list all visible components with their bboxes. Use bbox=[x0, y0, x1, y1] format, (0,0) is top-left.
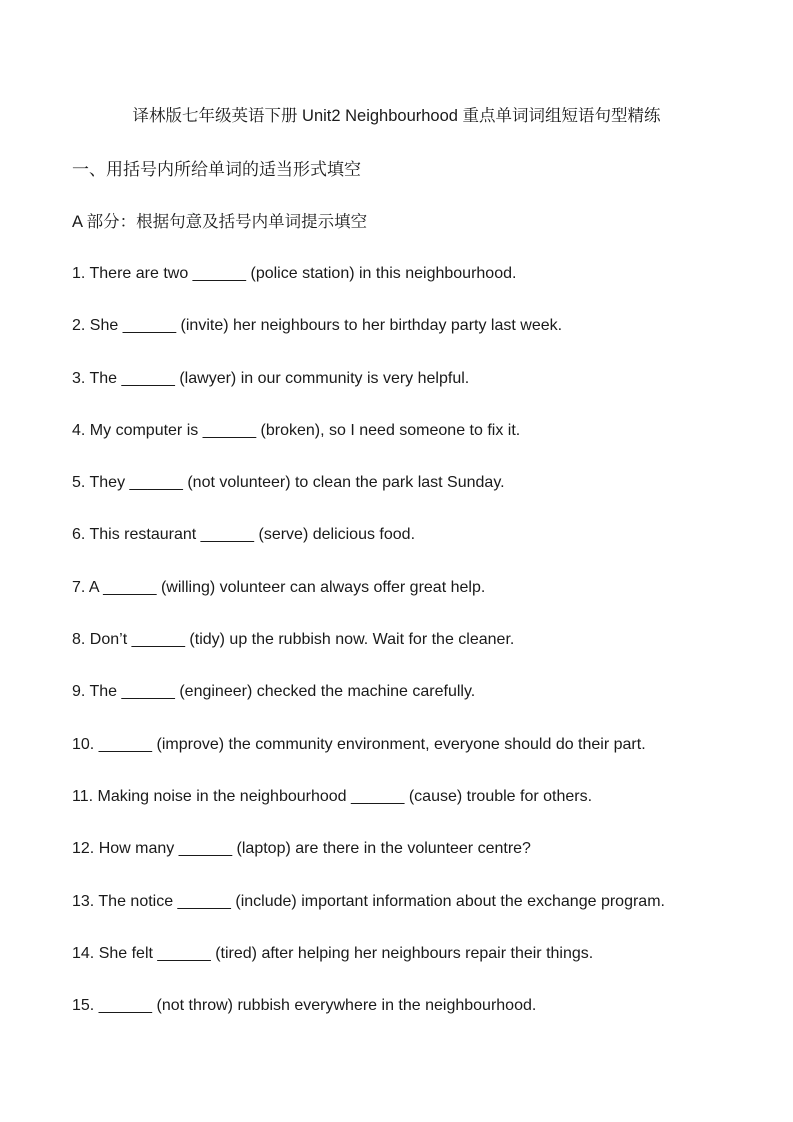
question-item: 5. They ______ (not volunteer) to clean the park last Sunday. bbox=[72, 474, 505, 492]
question-item: 3. The ______ (lawyer) in our community is very helpful. bbox=[72, 369, 470, 387]
question-list bbox=[72, 262, 665, 1046]
subsection-heading: A 部分：根据句意及括号内单词提示填空 bbox=[72, 213, 368, 231]
question-item: 8. Don’t ______ (tidy) up the rubbish now. Wait for the cleaner. bbox=[72, 631, 515, 649]
question-item: 4. My computer is ______ (broken), so I need someone to fix it. bbox=[72, 421, 521, 439]
question-item: 10. ______ (improve) the community environment, everyone should do their part. bbox=[72, 735, 646, 753]
question-item: 12. How many ______ (laptop) are there in the volunteer centre? bbox=[72, 840, 531, 858]
question-item: 1. There are two ______ (police station) in this neighbourhood. bbox=[72, 265, 517, 282]
section-heading: 一、用括号内所给单词的适当形式填空 bbox=[72, 160, 361, 179]
question-item: 9. The ______ (engineer) checked the machine carefully. bbox=[72, 683, 476, 701]
question-item: 15. ______ (not throw) rubbish everywhere in the neighbourhood. bbox=[72, 997, 537, 1015]
document-title: 译林版七年级英语下册 Unit2 Neighbourhood 重点单词词组短语句型精练 bbox=[132, 107, 661, 125]
question-item: 14. She felt ______ (tired) after helping her neighbours repair their things. bbox=[72, 944, 594, 962]
question-item: 13. The notice ______ (include) important information about the exchange program. bbox=[72, 892, 665, 910]
question-item: 11. Making noise in the neighbourhood ______ (cause) trouble for others. bbox=[72, 787, 593, 805]
question-item: 2. She ______ (invite) her neighbours to her birthday party last week. bbox=[72, 317, 563, 335]
question-item: 7. A ______ (willing) volunteer can always offer great help. bbox=[72, 578, 486, 596]
question-item: 6. This restaurant ______ (serve) delicious food. bbox=[72, 526, 416, 544]
